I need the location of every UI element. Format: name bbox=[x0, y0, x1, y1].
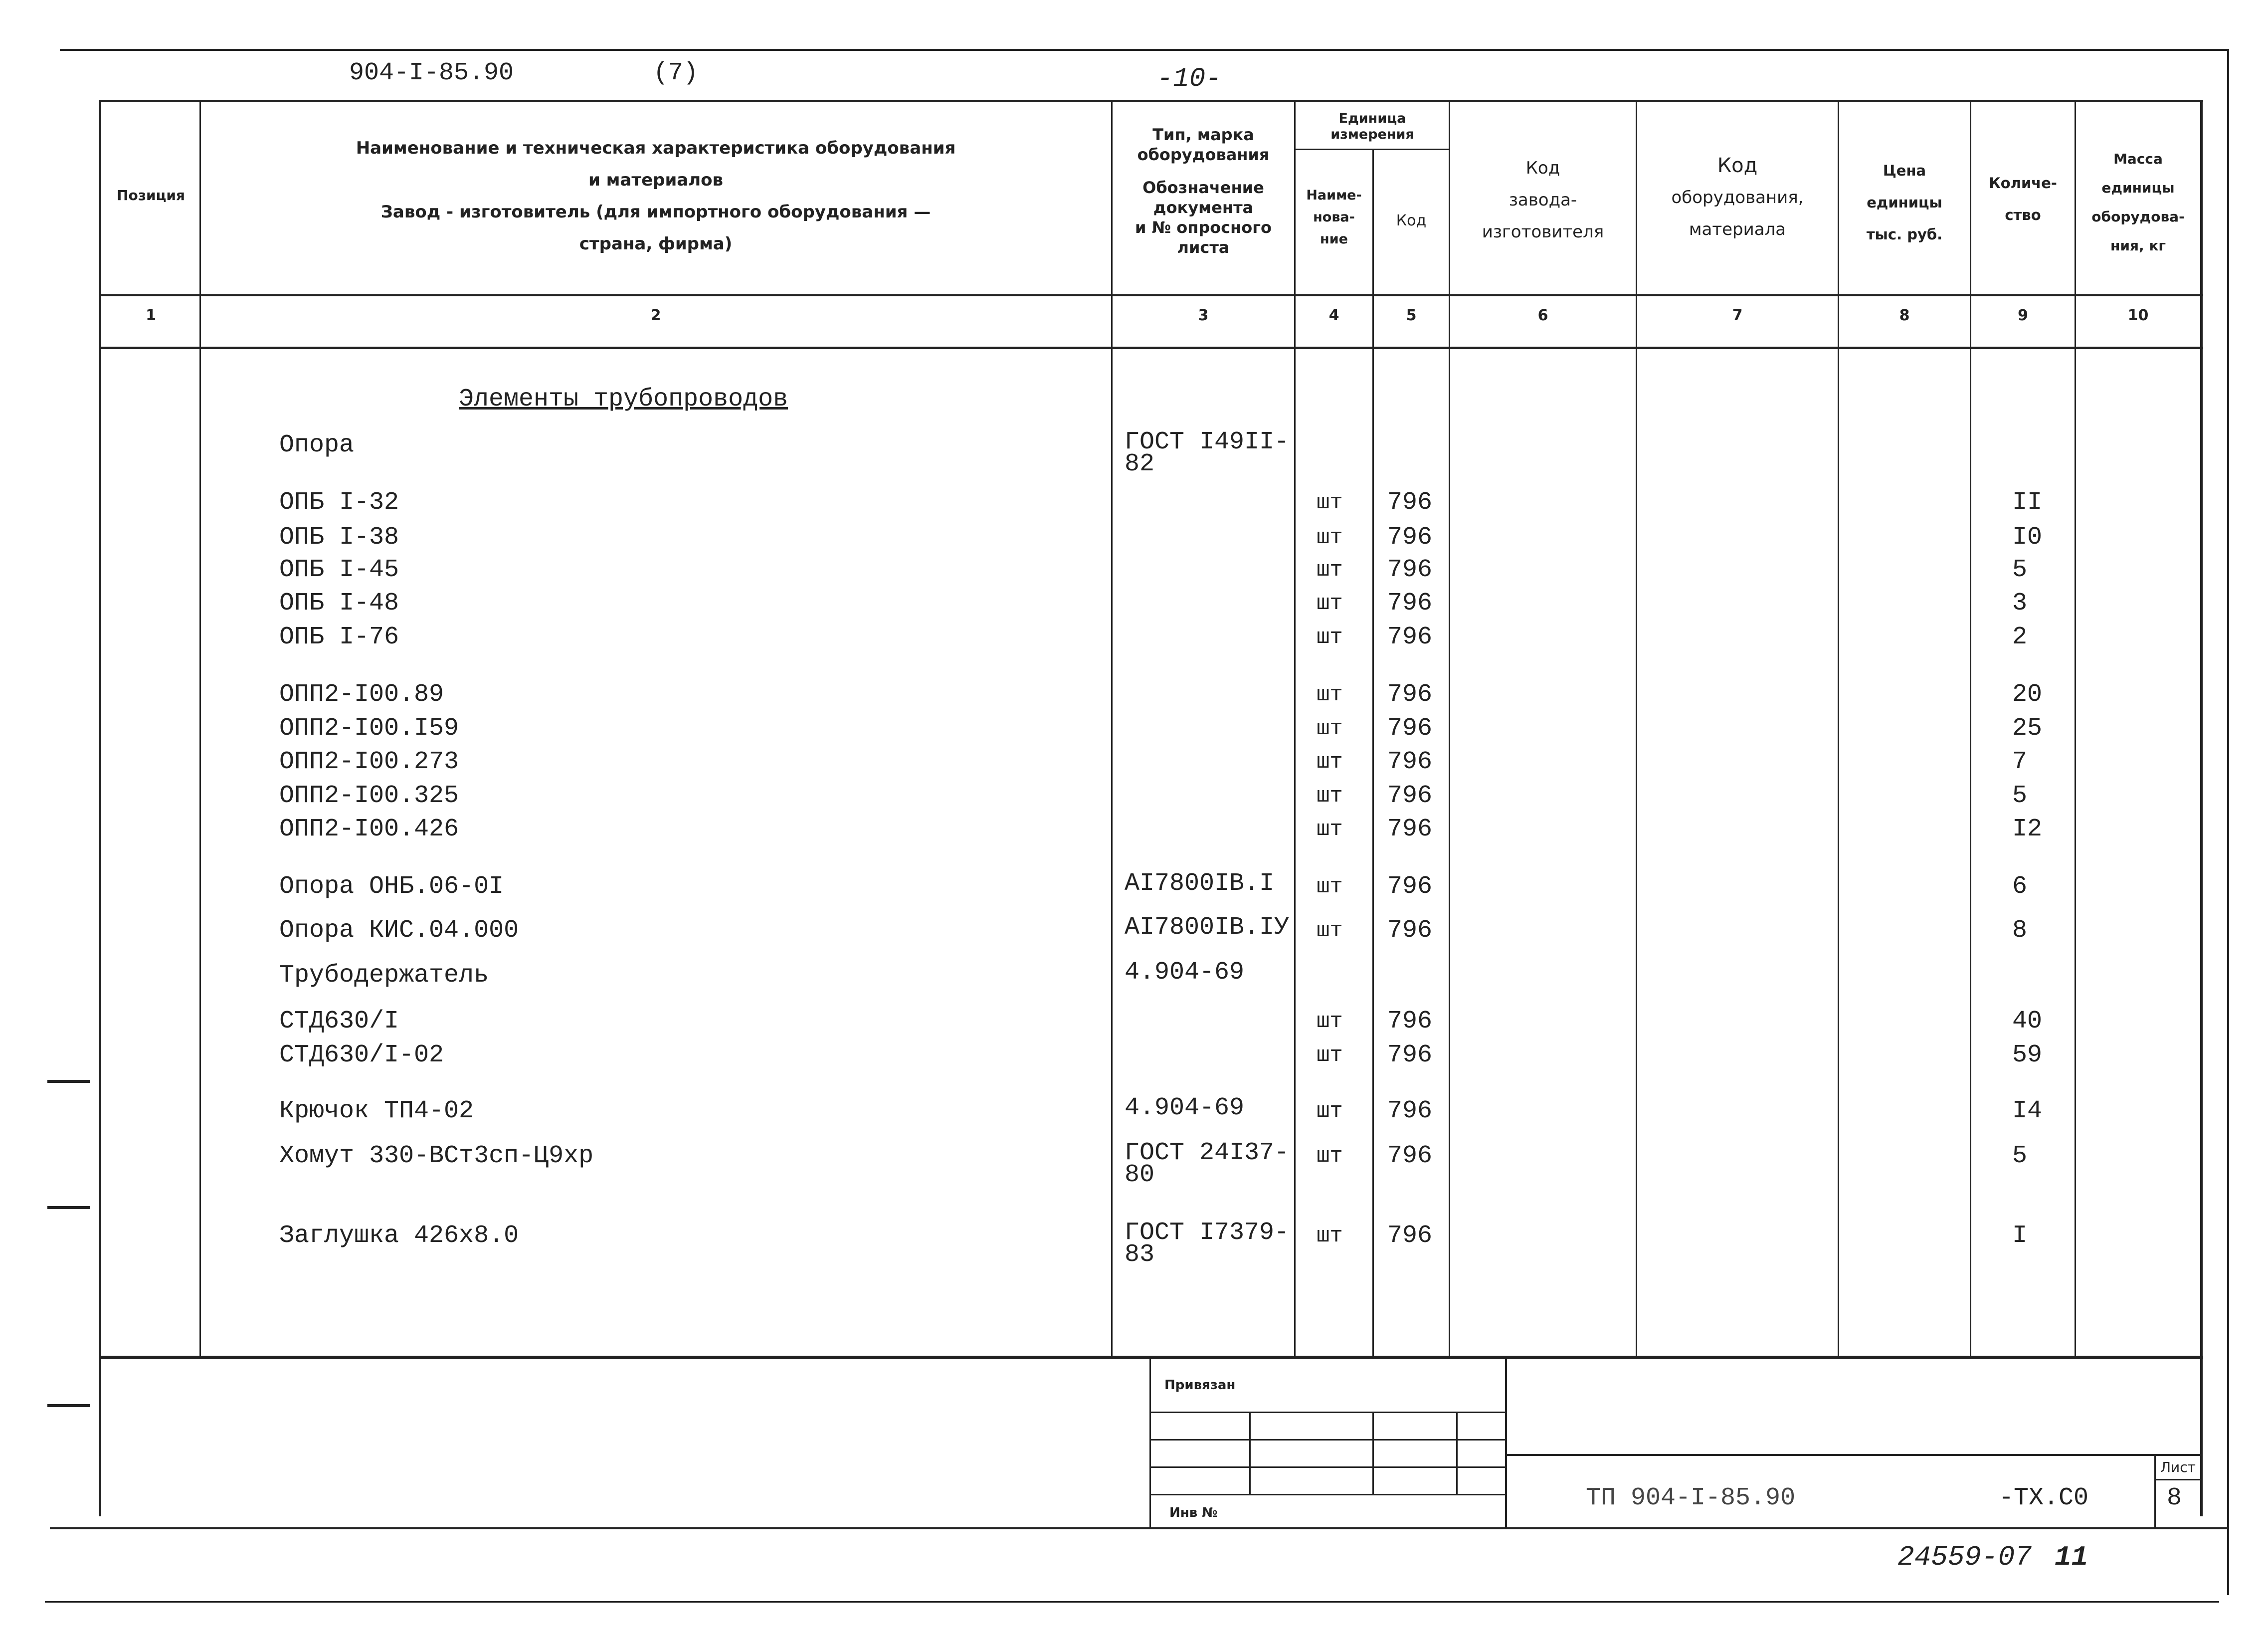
row-name: Хомут 330-ВСт3сп-Ц9хр bbox=[279, 1142, 594, 1170]
row-name: Опора ОНБ.06-0I bbox=[279, 872, 504, 901]
table-row bbox=[0, 1094, 2268, 1132]
table-row bbox=[0, 1041, 2268, 1076]
archive-number: 24559-07 bbox=[1897, 1541, 2032, 1573]
sheet-box-split bbox=[2154, 1479, 2202, 1480]
row-unit: шт bbox=[1317, 817, 1343, 842]
header-unit-code: Код bbox=[1396, 212, 1427, 229]
row-document: ГОСТ I49II- 82 bbox=[1125, 428, 1290, 478]
table-row bbox=[0, 869, 2268, 908]
row-name: ОПБ I-32 bbox=[279, 488, 399, 517]
row-unit-code: 796 bbox=[1387, 815, 1433, 843]
row-quantity: I bbox=[2012, 1222, 2028, 1250]
table-row bbox=[0, 590, 2268, 624]
table-row bbox=[0, 681, 2268, 716]
row-unit: шт bbox=[1317, 1043, 1343, 1068]
row-name: ОПП2-I00.273 bbox=[279, 748, 459, 776]
row-unit-code: 796 bbox=[1387, 680, 1433, 709]
row-quantity: 5 bbox=[2012, 1142, 2028, 1170]
row-quantity: I0 bbox=[2012, 523, 2043, 552]
sheet-label: Лист bbox=[2160, 1459, 2196, 1475]
row-quantity: 8 bbox=[2012, 916, 2028, 945]
sheet-box-left bbox=[2154, 1454, 2156, 1529]
row-quantity: I4 bbox=[2012, 1097, 2043, 1125]
header-name-block: Наименование и техническая характеристика оборудования и материалов Завод - изготовитель (для импортного оборудования — страна, фирма) bbox=[356, 138, 956, 254]
row-name: СТД630/I-02 bbox=[279, 1041, 444, 1069]
row-unit-code: 796 bbox=[1387, 748, 1433, 776]
margin-tick-1 bbox=[47, 1080, 90, 1083]
table-row bbox=[0, 1139, 2268, 1189]
col-number-9: 9 bbox=[2018, 307, 2028, 324]
row-unit: шт bbox=[1317, 625, 1343, 650]
row-quantity: 59 bbox=[2012, 1041, 2043, 1069]
title-block-split bbox=[1506, 1454, 2202, 1456]
row-quantity: 40 bbox=[2012, 1007, 2043, 1035]
margin-tick-3 bbox=[47, 1404, 90, 1407]
row-unit: шт bbox=[1317, 784, 1343, 809]
row-quantity: 5 bbox=[2012, 556, 2028, 584]
footer-doc-code: ТП 904-I-85.90 bbox=[1586, 1484, 1796, 1512]
table-row bbox=[0, 1219, 2268, 1269]
row-unit: шт bbox=[1317, 1099, 1343, 1124]
header-separator bbox=[99, 294, 2203, 296]
row-name: СТД630/I bbox=[279, 1007, 399, 1035]
row-quantity: I2 bbox=[2012, 815, 2043, 843]
row-name: ОПП2-I00.325 bbox=[279, 782, 459, 810]
table-row bbox=[0, 816, 2268, 850]
col-number-10: 10 bbox=[2127, 307, 2149, 324]
stamp-line-3 bbox=[1149, 1466, 1506, 1468]
row-name: Заглушка 426х8.0 bbox=[279, 1222, 519, 1250]
stamp-line-1 bbox=[1149, 1412, 1506, 1413]
header-mfr-code: Код завода- изготовителя bbox=[1482, 158, 1604, 242]
page-number: -10- bbox=[1157, 64, 1222, 94]
row-document: АI7800IВ.I bbox=[1125, 869, 1275, 898]
row-unit-code: 796 bbox=[1387, 523, 1433, 552]
row-document: 4.904-69 bbox=[1125, 958, 1245, 987]
row-quantity: II bbox=[2012, 488, 2043, 517]
row-name: ОПБ I-45 bbox=[279, 556, 399, 584]
table-row bbox=[0, 913, 2268, 952]
stamp-line-2 bbox=[1149, 1439, 1506, 1441]
stamp-box-right bbox=[1505, 1359, 1507, 1529]
table-row bbox=[0, 428, 2268, 478]
row-name: ОПП2-I00.89 bbox=[279, 680, 444, 709]
header-qty: Количе- ство bbox=[1989, 175, 2057, 223]
table-row bbox=[0, 748, 2268, 783]
table-row bbox=[0, 782, 2268, 817]
table-row bbox=[0, 715, 2268, 750]
row-name: ОПБ I-76 bbox=[279, 623, 399, 651]
row-unit-code: 796 bbox=[1387, 872, 1433, 901]
row-name: Крючок ТП4-02 bbox=[279, 1097, 474, 1125]
row-quantity: 3 bbox=[2012, 589, 2028, 618]
row-unit-code: 796 bbox=[1387, 916, 1433, 945]
col-number-5: 5 bbox=[1406, 307, 1417, 324]
row-unit: шт bbox=[1317, 918, 1343, 943]
header-unit-title: Единица измерения bbox=[1330, 111, 1414, 142]
row-unit: шт bbox=[1317, 591, 1343, 616]
row-unit: шт bbox=[1317, 716, 1343, 741]
row-unit-code: 796 bbox=[1387, 1041, 1433, 1069]
row-quantity: 25 bbox=[2012, 714, 2043, 743]
row-quantity: 7 bbox=[2012, 748, 2028, 776]
row-name: ОПБ I-38 bbox=[279, 523, 399, 552]
row-name: ОПП2-I00.426 bbox=[279, 815, 459, 843]
row-unit-code: 796 bbox=[1387, 589, 1433, 618]
col-number-4: 4 bbox=[1328, 307, 1339, 324]
sheet-number: 8 bbox=[2167, 1484, 2182, 1512]
inv-number-label: Инв № bbox=[1169, 1505, 1218, 1520]
row-name: Опора bbox=[279, 431, 355, 459]
doc-code-top: 904-I-85.90 bbox=[349, 59, 514, 87]
row-unit-code: 796 bbox=[1387, 1142, 1433, 1170]
row-unit: шт bbox=[1317, 1009, 1343, 1034]
footer-doc-suffix: -ТХ.С0 bbox=[1999, 1484, 2089, 1512]
section-title: Элементы трубопроводов bbox=[459, 385, 788, 413]
header-mass: Масса единицы оборудова- ния, кг bbox=[2091, 151, 2185, 254]
unit-header-split bbox=[1294, 149, 1450, 150]
stamp-line-4 bbox=[1149, 1494, 1506, 1495]
row-unit-code: 796 bbox=[1387, 1007, 1433, 1035]
row-unit: шт bbox=[1317, 750, 1343, 775]
col-number-7: 7 bbox=[1732, 307, 1743, 324]
row-quantity: 2 bbox=[2012, 623, 2028, 651]
table-row bbox=[0, 623, 2268, 658]
row-quantity: 20 bbox=[2012, 680, 2043, 709]
stamp-vline-1 bbox=[1249, 1412, 1251, 1494]
row-name: ОПП2-I00.I59 bbox=[279, 714, 459, 743]
row-document: ГОСТ 24I37- 80 bbox=[1125, 1139, 1290, 1189]
col-number-2: 2 bbox=[650, 307, 661, 324]
stamp-vline-2 bbox=[1372, 1412, 1374, 1494]
header-position: Позиция bbox=[117, 187, 185, 204]
page-bottom-2 bbox=[45, 1601, 2219, 1603]
row-unit: шт bbox=[1317, 682, 1343, 707]
row-unit-code: 796 bbox=[1387, 1222, 1433, 1250]
margin-tick-2 bbox=[47, 1206, 90, 1209]
row-unit: шт bbox=[1317, 1144, 1343, 1169]
top-border bbox=[60, 49, 2229, 51]
row-document: ГОСТ I7379- 83 bbox=[1125, 1219, 1290, 1269]
col-number-1: 1 bbox=[146, 307, 156, 324]
row-unit-code: 796 bbox=[1387, 488, 1433, 517]
table-row bbox=[0, 524, 2268, 559]
table-row bbox=[0, 556, 2268, 591]
stamp-vline-3 bbox=[1456, 1412, 1458, 1494]
page-bottom bbox=[50, 1527, 2229, 1529]
row-unit-code: 796 bbox=[1387, 623, 1433, 651]
privyazan-label: Привязан bbox=[1164, 1378, 1236, 1393]
row-unit: шт bbox=[1317, 558, 1343, 583]
archive-sheet: 11 bbox=[2055, 1541, 2088, 1573]
row-name: ОПБ I-48 bbox=[279, 589, 399, 618]
row-quantity: 6 bbox=[2012, 872, 2028, 901]
col-number-8: 8 bbox=[1899, 307, 1910, 324]
numbers-separator bbox=[99, 347, 2203, 349]
table-row bbox=[0, 958, 2268, 997]
header-unit-name: Наиме- нова- ние bbox=[1306, 188, 1362, 247]
header-equip-code: Код оборудования, материала bbox=[1671, 154, 1804, 239]
row-unit: шт bbox=[1317, 490, 1343, 515]
row-document: АI7800IВ.IУ bbox=[1125, 913, 1290, 942]
row-unit-code: 796 bbox=[1387, 556, 1433, 584]
col-number-6: 6 bbox=[1537, 307, 1548, 324]
header-type-block: Тип, марка оборудования Обозначение документа и № опросного листа bbox=[1135, 125, 1272, 257]
row-unit: шт bbox=[1317, 525, 1343, 550]
row-name: Трубодержатель bbox=[279, 961, 489, 990]
row-unit-code: 796 bbox=[1387, 782, 1433, 810]
row-unit-code: 796 bbox=[1387, 1097, 1433, 1125]
row-quantity: 5 bbox=[2012, 782, 2028, 810]
col-number-3: 3 bbox=[1198, 307, 1209, 324]
sheet-ref: (7) bbox=[653, 59, 699, 87]
row-unit: шт bbox=[1317, 874, 1343, 899]
row-name: Опора КИС.04.000 bbox=[279, 916, 519, 945]
header-price: Цена единицы тыс. руб. bbox=[1866, 162, 1943, 243]
body-bottom bbox=[99, 1356, 2203, 1359]
stamp-box-left bbox=[1149, 1359, 1151, 1529]
row-unit: шт bbox=[1317, 1224, 1343, 1248]
row-document: 4.904-69 bbox=[1125, 1094, 1245, 1122]
table-row bbox=[0, 489, 2268, 524]
row-unit-code: 796 bbox=[1387, 714, 1433, 743]
table-row bbox=[0, 1008, 2268, 1042]
table-top bbox=[99, 100, 2203, 102]
